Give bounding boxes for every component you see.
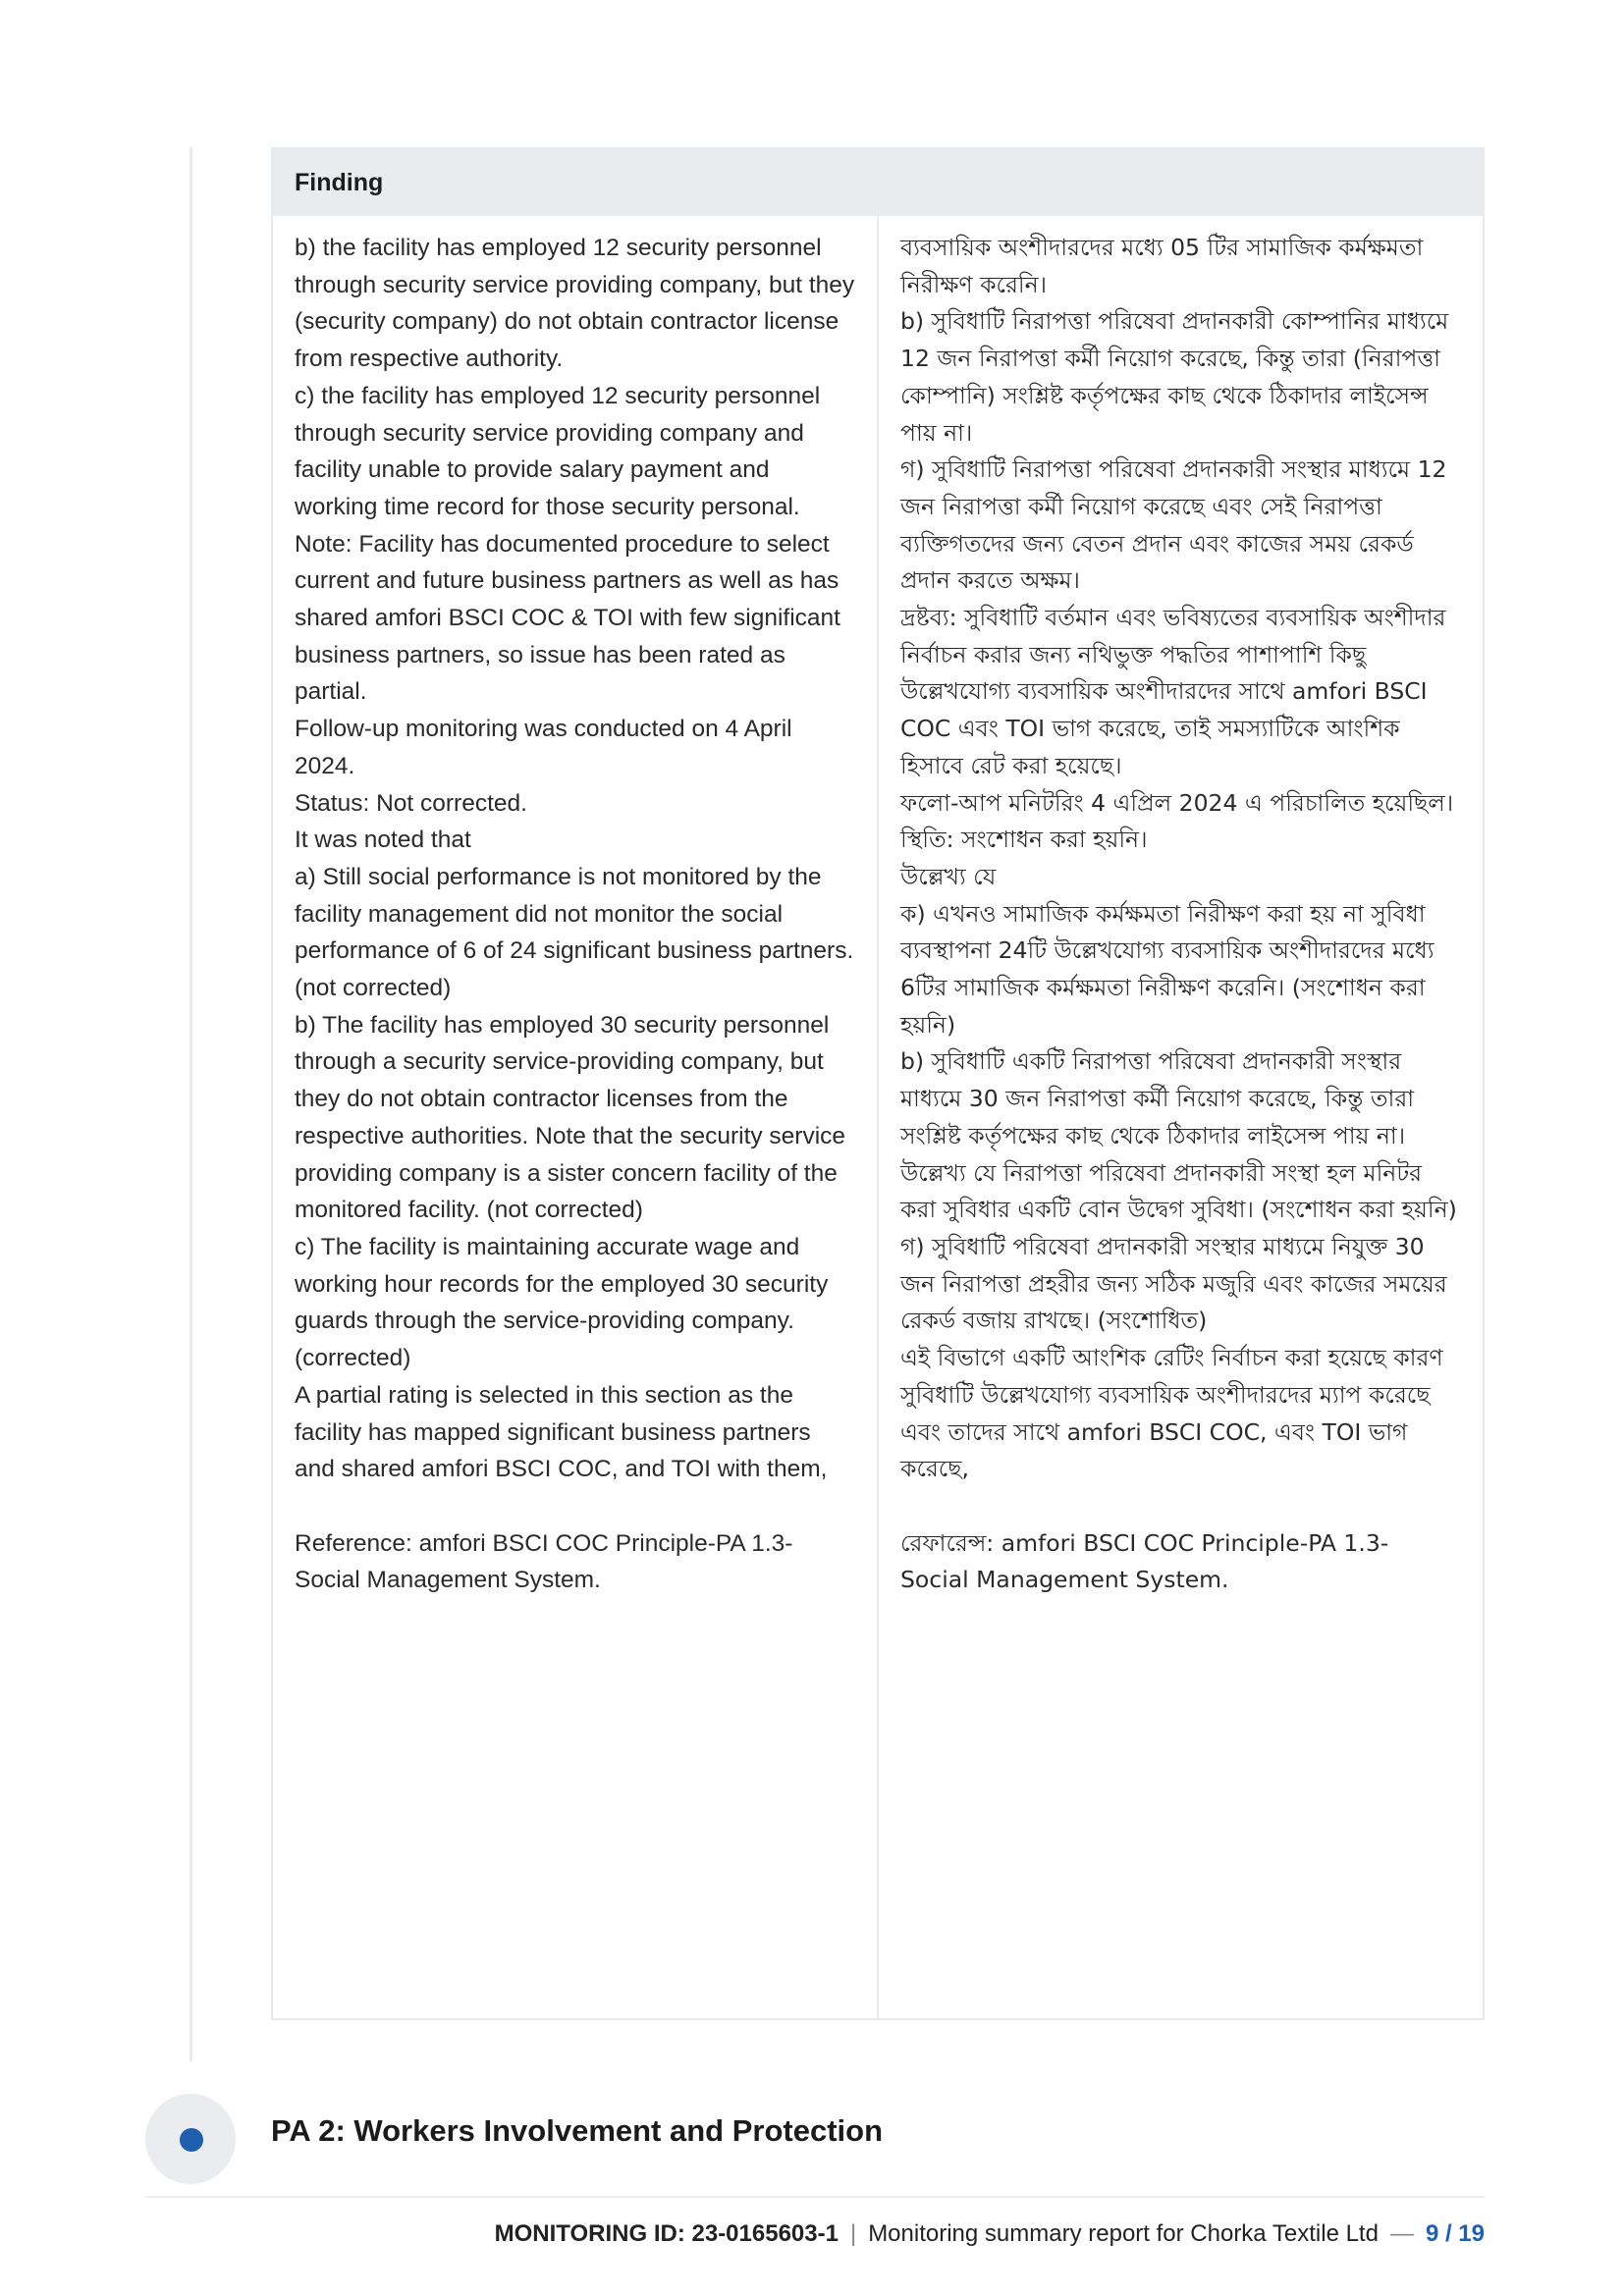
- table-header: [273, 149, 1483, 216]
- table-header-label: Finding: [295, 168, 384, 196]
- bengali-paragraph: উল্লেখ্য যে: [900, 862, 997, 890]
- english-paragraph: Reference: amfori BSCI COC Principle-PA 1.3- Social Management System.: [295, 1529, 800, 1594]
- bengali-paragraph: এই বিভাগে একটি আংশিক রেটিং নির্বাচন করা হয়েছে কারণ সুবিধাটি উল্লেখযোগ্য ব্যবসায়িক অংশীদারদের ম্যাপ করেছে এবং তাদের সাথে amfori BSCI COC, এবং TOI ভাগ করেছে,: [900, 1344, 1451, 1483]
- page-footer: [495, 2220, 1485, 2248]
- bengali-paragraph: ফলো-আপ মনিটরিং 4 এপ্রিল 2024 এ পরিচালিত হয়েছিল।: [900, 788, 1454, 817]
- english-paragraph: Status: Not corrected.: [295, 789, 527, 817]
- english-paragraph: [295, 1488, 855, 1525]
- footer-divider: [145, 2196, 1485, 2198]
- page-number: 9 / 19: [1425, 2220, 1485, 2247]
- english-paragraph: b) the facility has employed 12 security personnel through security service providing company, but they (security company) do not obtain contractor license from respective authority.: [295, 235, 861, 373]
- bengali-paragraph: b) সুবিধাটি একটি নিরাপত্তা পরিষেবা প্রদানকারী সংস্থার মাধ্যমে 30 জন নিরাপত্তা কর্মী নিয়োগ করেছে, কিন্তু তারা সংশ্লিষ্ট কর্তৃপক্ষের কাছ থেকে ঠিকাদার লাইসেন্স পায় না। উল্লেখ্য যে নিরাপত্তা পরিষেবা প্রদানকারী সংস্থা হল মনিটর করা সুবিধার একটি বোন উদ্বেগ সুবিধা। (সংশোধন করা হয়নি): [900, 1047, 1457, 1224]
- english-paragraph: b) The facility has employed 30 security personnel through a security service-providing company, but they do not obtain contractor licenses from the respective authorities. Note that the security service providing company is a sister concern facility of the monitored facility. (not corrected): [295, 1011, 852, 1224]
- table-body: [273, 216, 1483, 2018]
- english-paragraph: Follow-up monitoring was conducted on 4 April 2024.: [295, 716, 799, 779]
- bengali-column: [879, 216, 1483, 2018]
- bengali-paragraph: ক) এখনও সামাজিক কর্মক্ষমতা নিরীক্ষণ করা হয় না সুবিধা ব্যবস্থাপনা 24টি উল্লেখযোগ্য ব্যবসায়িক অংশীদারদের মধ্যে 6টির সামাজিক কর্মক্ষমতা নিরীক্ষণ করেনি। (সংশোধন করা হয়নি): [900, 899, 1441, 1039]
- footer-dash: —: [1389, 2220, 1414, 2247]
- finding-table: [271, 147, 1485, 2020]
- english-paragraph: A partial rating is selected in this section as the facility has mapped significant business partners and shared amfori BSCI COC, and TOI with them,: [295, 1381, 828, 1483]
- monitoring-id: MONITORING ID: 23-0165603-1: [494, 2220, 839, 2247]
- english-column: [273, 216, 879, 2018]
- report-title: Monitoring summary report for Chorka Textile Ltd: [868, 2220, 1379, 2247]
- english-paragraph: It was noted that: [295, 827, 471, 854]
- english-paragraph: c) the facility has employed 12 security personnel through security service providing company and facility unable to provide salary payment and working time record for those security personal.: [295, 382, 827, 520]
- bengali-paragraph: [900, 1488, 1461, 1525]
- english-paragraph: a) Still social performance is not monitored by the facility management did not monitor the social performance of 6 of 24 significant business partners. (not corrected): [295, 863, 861, 1002]
- left-timeline-rule: [189, 147, 192, 2061]
- bengali-paragraph: ব্যবসায়িক অংশীদারদের মধ্যে 05 টির সামাজিক কর্মক্ষমতা নিরীক্ষণ করেনি।: [900, 234, 1431, 298]
- bengali-paragraph: দ্রষ্টব্য: সুবিধাটি বর্তমান এবং ভবিষ্যতের ব্যবসায়িক অংশীদার নির্বাচন করার জন্য নথিভুক্ত পদ্ধতির পাশাপাশি কিছু উল্লেখযোগ্য ব্যবসায়িক অংশীদারদের সাথে amfori BSCI COC এবং TOI ভাগ করেছে, তাই সমস্যাটিকে আংশিক হিসাবে রেট করা হয়েছে।: [900, 604, 1453, 779]
- bengali-paragraph: স্থিতি: সংশোধন করা হয়নি।: [900, 826, 1148, 854]
- english-paragraph: c) The facility is maintaining accurate wage and working hour records for the employed 30 security guards through the service-providing company. (corrected): [295, 1233, 836, 1372]
- section-dot-icon: [180, 2128, 203, 2152]
- section-heading: [145, 2094, 1481, 2184]
- footer-separator: |: [849, 2220, 857, 2247]
- bengali-paragraph: গ) সুবিধাটি নিরাপত্তা পরিষেবা প্রদানকারী সংস্থার মাধ্যমে 12 জন নিরাপত্তা কর্মী নিয়োগ করেছে এবং সেই নিরাপত্তা ব্যক্তিগতদের জন্য বেতন প্রদান এবং কাজের সময় রেকর্ড প্রদান করতে অক্ষম।: [900, 455, 1454, 595]
- bengali-paragraph: রেফারেন্স: amfori BSCI COC Principle-PA 1.3- Social Management System.: [900, 1528, 1396, 1594]
- section-title: PA 2: Workers Involvement and Protection: [271, 2113, 884, 2148]
- bengali-paragraph: b) সুবিধাটি নিরাপত্তা পরিষেবা প্রদানকারী কোম্পানির মাধ্যমে 12 জন নিরাপত্তা কর্মী নিয়োগ করেছে, কিন্তু তারা (নিরাপত্তা কোম্পানি) সংশ্লিষ্ট কর্তৃপক্ষের কাছ থেকে ঠিকাদার লাইসেন্স পায় না।: [900, 307, 1456, 447]
- bengali-paragraph: গ) সুবিধাটি পরিষেবা প্রদানকারী সংস্থার মাধ্যমে নিযুক্ত 30 জন নিরাপত্তা প্রহরীর জন্য সঠিক মজুরি এবং কাজের সময়ের রেকর্ড বজায় রাখছে। (সংশোধিত): [900, 1232, 1455, 1335]
- english-paragraph: Note: Facility has documented procedure to select current and future business partners as well as has shared amfori BSCI COC & TOI with few significant business partners, so issue has been rated as partial.: [295, 530, 847, 706]
- section-marker: [145, 2094, 236, 2184]
